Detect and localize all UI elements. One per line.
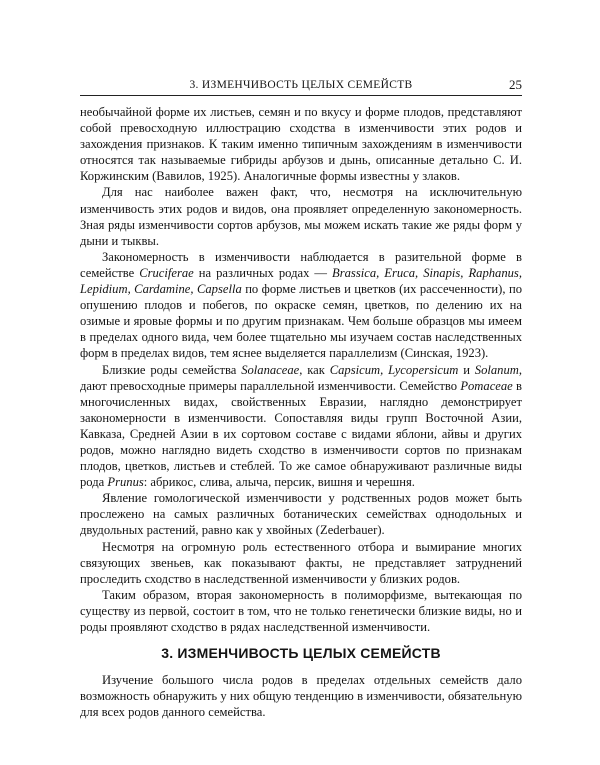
text-run: и	[458, 362, 475, 377]
text-run: , дают превосходные примеры параллельной изменчивости. Семейство	[80, 362, 522, 393]
latin-genera-list: Brassica, Eruca, Sinapis, Raphanus, Lepidium, Cardamine, Capsella	[80, 265, 522, 297]
text-run: Близкие роды семейства	[102, 362, 242, 377]
latin-genus-name: Solanum	[474, 362, 519, 377]
header-divider	[80, 95, 522, 96]
paragraph: Несмотря на огромную роль естественного отбора и вымирание многих связующих звеньев, как показывают факты, не представляет затруднений проследить сходство в наследственной изменчивости у близких родов.	[80, 539, 522, 586]
running-header-title: 3. ИЗМЕНЧИВОСТЬ ЦЕЛЫХ СЕМЕЙСТВ	[189, 79, 413, 91]
text-run: на различных родах —	[193, 265, 333, 280]
section-heading: 3. ИЗМЕНЧИВОСТЬ ЦЕЛЫХ СЕМЕЙСТВ	[161, 645, 441, 662]
paragraph: Явление гомологической изменчивости у родственных родов может быть прослежено на самых различных ботанических семействах однодольных и двудольных растений, равно как у хвойных (Zederbauer).	[80, 491, 522, 538]
page-number: 25	[509, 77, 522, 92]
text-run: по форме листьев и цветков (их рассеченности), по опушению плодов и побегов, по окраске семян, цветков, по делению их на озимые и яровые формы и по другим признакам. Чем больше образцов мы имеем в пределах одного вида, чем более тщательно мы изучаем состав наследственных форм в пределах видов, тем яснее выделяется параллелизм (Синская, 1923).	[80, 282, 522, 361]
latin-genera-list: Capsicum, Lycopersicum	[329, 362, 459, 377]
main-text	[80, 104, 522, 720]
text-run: в многочисленных видах, свойственных Евразии, наглядно демонстрирует закономерности в изменчивости. Сопоставляя виды групп Восточной Азии, Кавказа, Средней Азии в их сортовом составе с видами яблони, айвы и других родов, можно наглядно видеть сходство в изменчивости сортов по признакам плодов, цветков, листьев и стеблей. То же самое обнаруживают различные виды рода	[80, 378, 522, 490]
text-run: , как	[299, 362, 330, 377]
text-run: Закономерность в изменчивости наблюдается в разительной форме в семействе	[80, 249, 522, 280]
section-paragraph: Изучение большого числа родов в пределах отдельных семейств дало возможность обнаружить у них общую тенденцию в изменчивости, обязательную для всех родов данного семейства.	[80, 673, 522, 720]
paragraph: Для нас наиболее важен факт, что, несмотря на исключительную изменчивость этих родов и видов, она проявляет определенную закономерность. Зная ряды изменчивости сортов арбузов, мы можем искать такие же ряды форм у дыни и тыквы.	[80, 185, 522, 248]
text-run: : абрикос, слива, алыча, персик, вишня и черешня.	[143, 475, 415, 490]
paragraph: необычайной форме их листьев, семян и по вкусу и форме плодов, представляют собой превосходную иллюстрацию сходства в изменчивости этих родов и захождения признаков. К таким именно типичным захождениям в изменчивости относятся так называемые гибриды арбузов и дынь, описанные детально С. И. Коржинским (Вавилов, 1925). Аналогичные формы известны у злаков.	[80, 105, 522, 184]
latin-family-name: Cruciferae	[139, 265, 194, 280]
latin-family-name: Solanaceae	[241, 362, 300, 377]
latin-family-name: Pomaceae	[460, 378, 513, 393]
latin-genus-name: Prunus	[107, 475, 144, 490]
running-header	[80, 76, 522, 94]
paragraph-solanaceae	[80, 362, 522, 491]
paragraph-cruciferae	[80, 249, 522, 362]
paragraph: Таким образом, вторая закономерность в полиморфизме, вытекающая по существу из первой, состоит в том, что не только генетически близкие виды, но и роды проявляют сходство в рядах наследственной изменчивости.	[80, 587, 522, 634]
